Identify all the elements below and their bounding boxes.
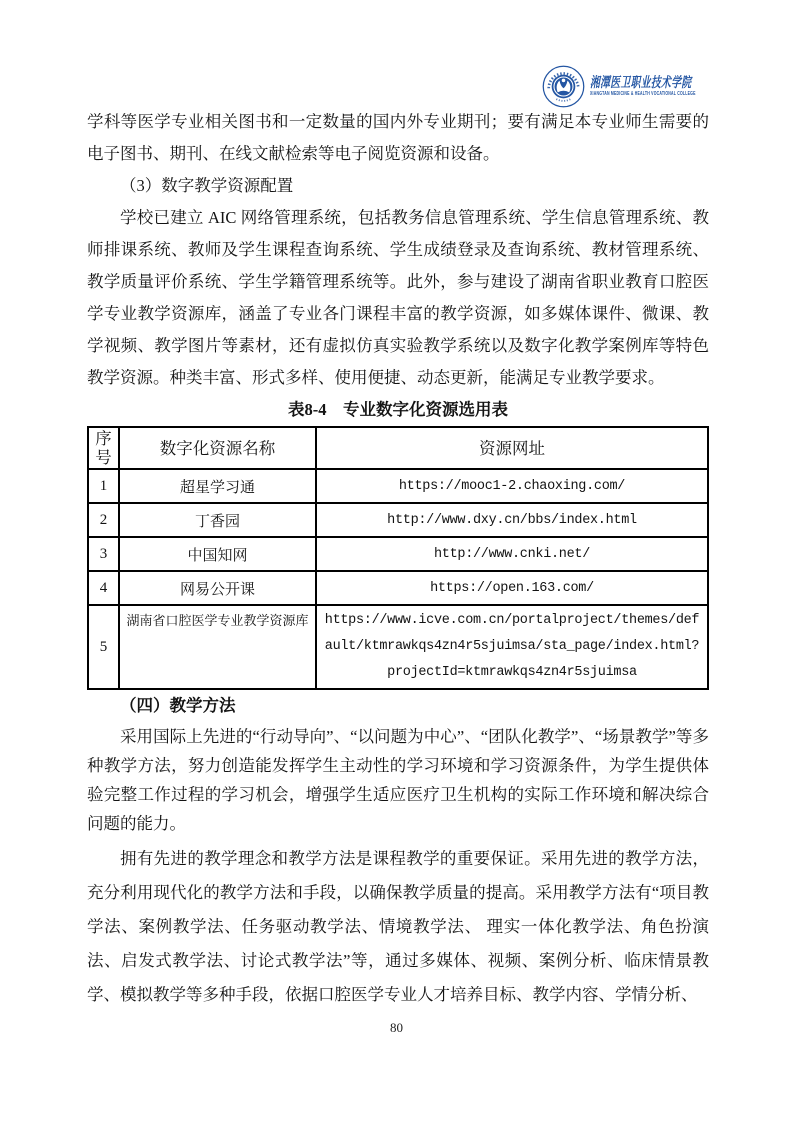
cell-resource-name: 中国知网	[119, 537, 316, 571]
header-cell-resource-url: 资源网址	[316, 427, 708, 469]
paragraph-teaching-methods-2: 拥有先进的教学理念和教学方法是课程教学的重要保证。采用先进的教学方法，充分利用现代化的教学方法和手段，以确保教学质量的提高。采用教学方法有“项目教学法、案例教学法、任务驱动教学法、情境教学法、 理实一体化教学法、角色扮演法、启发式教学法、讨论式教学法”等，通过多媒体、视频、案例分析、临床情景教学、模拟教学等多种手段，依据口腔医学专业人才培养目标、教学内容、学情分析、	[87, 849, 709, 1004]
paragraph-continuation: 学科等医学专业相关图书和一定数量的国内外专业期刊；要有满足本专业师生需要的电子图书、期刊、在线文献检索等电子阅览资源和设备。	[87, 112, 709, 163]
cell-resource-url: https://mooc1-2.chaoxing.com/	[316, 469, 708, 503]
cell-resource-url: http://www.dxy.cn/bbs/index.html	[316, 503, 708, 537]
table-title: 表8-4 专业数字化资源选用表	[288, 400, 508, 419]
cell-resource-name: 丁香园	[119, 503, 316, 537]
table-row	[88, 503, 708, 537]
resource-table	[87, 426, 709, 690]
cell-resource-url: http://www.cnki.net/	[316, 537, 708, 571]
table-row	[88, 469, 708, 503]
cell-index: 1	[88, 469, 119, 503]
section-heading-4: （四）教学方法	[120, 696, 236, 715]
college-name-block	[590, 76, 741, 98]
college-name-zh: 湘潭医卫职业技术学院	[590, 75, 692, 91]
college-logo	[542, 65, 741, 108]
cell-index: 3	[88, 537, 119, 571]
document-body	[87, 106, 709, 1012]
cell-index: 5	[88, 605, 119, 689]
paragraph-teaching-methods-1: 采用国际上先进的“行动导向”、“以问题为中心”、“团队化教学”、“场景教学”等多种教学方法，努力创造能发挥学生主动性的学习环境和学习资源条件，为学生提供体验完整工作过程的学习机会，增强学生适应医疗卫生机构的实际工作环境和解决综合问题的能力。	[87, 727, 709, 833]
paragraph-digital-resources: 学校已建立 AIC 网络管理系统，包括教务信息管理系统、学生信息管理系统、教师排课系统、教师及学生课程查询系统、学生成绩登录及查询系统、教材管理系统、教学质量评价系统、学生学籍管理系统等。此外，参与建设了湖南省职业教育口腔医学专业教学资源库，涵盖了专业各门课程丰富的教学资源，如多媒体课件、微课、教学视频、教学图片等素材，还有虚拟仿真实验教学系统以及数字化教学案例库等特色教学资源。种类丰富、形式多样、使用便捷、动态更新，能满足专业教学要求。	[87, 208, 709, 387]
cell-resource-name: 超星学习通	[119, 469, 316, 503]
cell-index: 2	[88, 503, 119, 537]
header-cell-resource-name: 数字化资源名称	[119, 427, 316, 469]
page-number: 80	[390, 1020, 403, 1035]
section-heading-3: （3）数字教学资源配置	[120, 176, 294, 195]
table-row	[88, 571, 708, 605]
cell-resource-name: 湖南省口腔医学专业教学资源库	[119, 605, 316, 689]
college-emblem-icon	[542, 65, 585, 108]
table-row	[88, 605, 708, 689]
cell-resource-url: https://www.icve.com.cn/portalproject/themes/default/ktmrawkqs4zn4r5sjuimsa/sta_page/index.html?projectId=ktmrawkqs4zn4r5sjuimsa	[316, 605, 708, 689]
header-cell-index: 序号	[88, 427, 119, 469]
cell-index: 4	[88, 571, 119, 605]
cell-resource-name: 网易公开课	[119, 571, 316, 605]
table-row	[88, 537, 708, 571]
table-header-row	[88, 427, 708, 469]
cell-resource-url: https://open.163.com/	[316, 571, 708, 605]
college-name-en: XIANGTAN MEDICINE & HEALTH VOCATIONAL COLLEGE	[590, 90, 696, 97]
